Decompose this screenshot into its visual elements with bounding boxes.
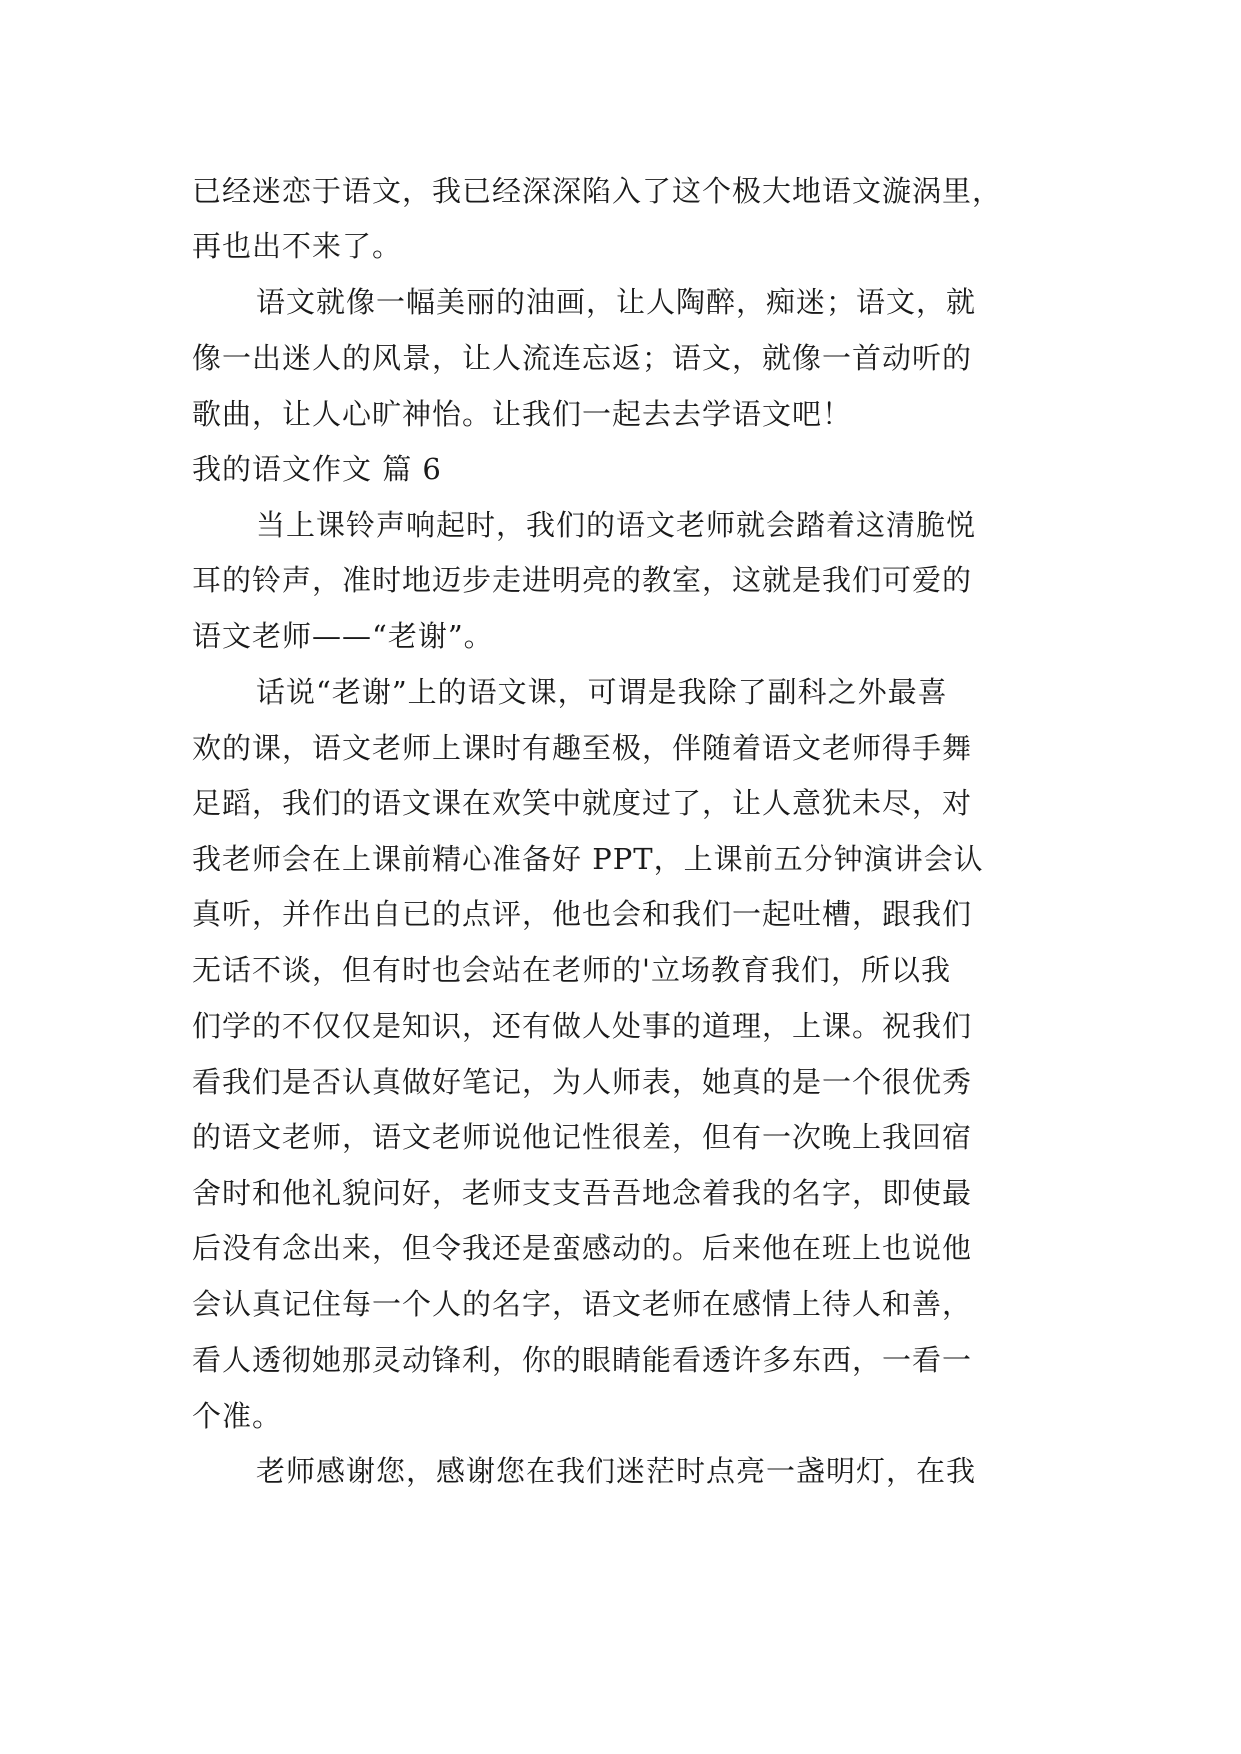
text-line: 再也出不来了。	[192, 229, 403, 263]
text-line: 看我们是否认真做好笔记，为人师表，她真的是一个很优秀	[192, 1065, 973, 1099]
text-line: 后没有念出来，但令我还是蛮感动的。后来他在班上也说他	[192, 1231, 973, 1265]
text-line: 欢的课，语文老师上课时有趣至极，伴随着语文老师得手舞	[192, 731, 973, 765]
text-line: 像一出迷人的风景，让人流连忘返；语文，就像一首动听的	[192, 341, 973, 375]
text-line: 无话不谈，但有时也会站在老师的'立场教育我们，所以我	[192, 953, 951, 987]
section-heading: 我的语文作文 篇 6	[192, 452, 442, 486]
text-line: 舍时和他礼貌问好，老师支支吾吾地念着我的名字，即使最	[192, 1176, 973, 1210]
text-line: 看人透彻她那灵动锋利，你的眼睛能看透许多东西，一看一	[192, 1343, 973, 1377]
text-line: 已经迷恋于语文，我已经深深陷入了这个极大地语文漩涡里，	[192, 174, 1003, 208]
text-line: 会认真记住每一个人的名字，语文老师在感情上待人和善，	[192, 1287, 973, 1321]
text-line: 歌曲，让人心旷神怡。让我们一起去去学语文吧！	[192, 397, 853, 431]
text-line: 真听，并作出自已的点评，他也会和我们一起吐槽，跟我们	[192, 897, 973, 931]
paragraph-first-line: 老师感谢您，感谢您在我们迷茫时点亮一盏明灯，在我	[256, 1454, 977, 1488]
text-line: 语文老师——“老谢”。	[192, 619, 494, 653]
text-line: 我老师会在上课前精心准备好 PPT，上课前五分钟演讲会认	[192, 842, 984, 876]
paragraph-first-line: 话说“老谢”上的语文课，可谓是我除了副科之外最喜	[256, 675, 948, 709]
paragraph-first-line: 语文就像一幅美丽的油画，让人陶醉，痴迷；语文，就	[256, 285, 977, 319]
text-line: 们学的不仅仅是知识，还有做人处事的道理，上课。祝我们	[192, 1009, 973, 1043]
paragraph-first-line: 当上课铃声响起时，我们的语文老师就会踏着这清脆悦	[256, 508, 977, 542]
text-line: 个准。	[192, 1399, 283, 1433]
text-line: 耳的铃声，准时地迈步走进明亮的教室，这就是我们可爱的	[192, 563, 973, 597]
text-line: 足蹈，我们的语文课在欢笑中就度过了，让人意犹未尽，对	[192, 786, 973, 820]
text-line: 的语文老师，语文老师说他记性很差，但有一次晚上我回宿	[192, 1120, 973, 1154]
